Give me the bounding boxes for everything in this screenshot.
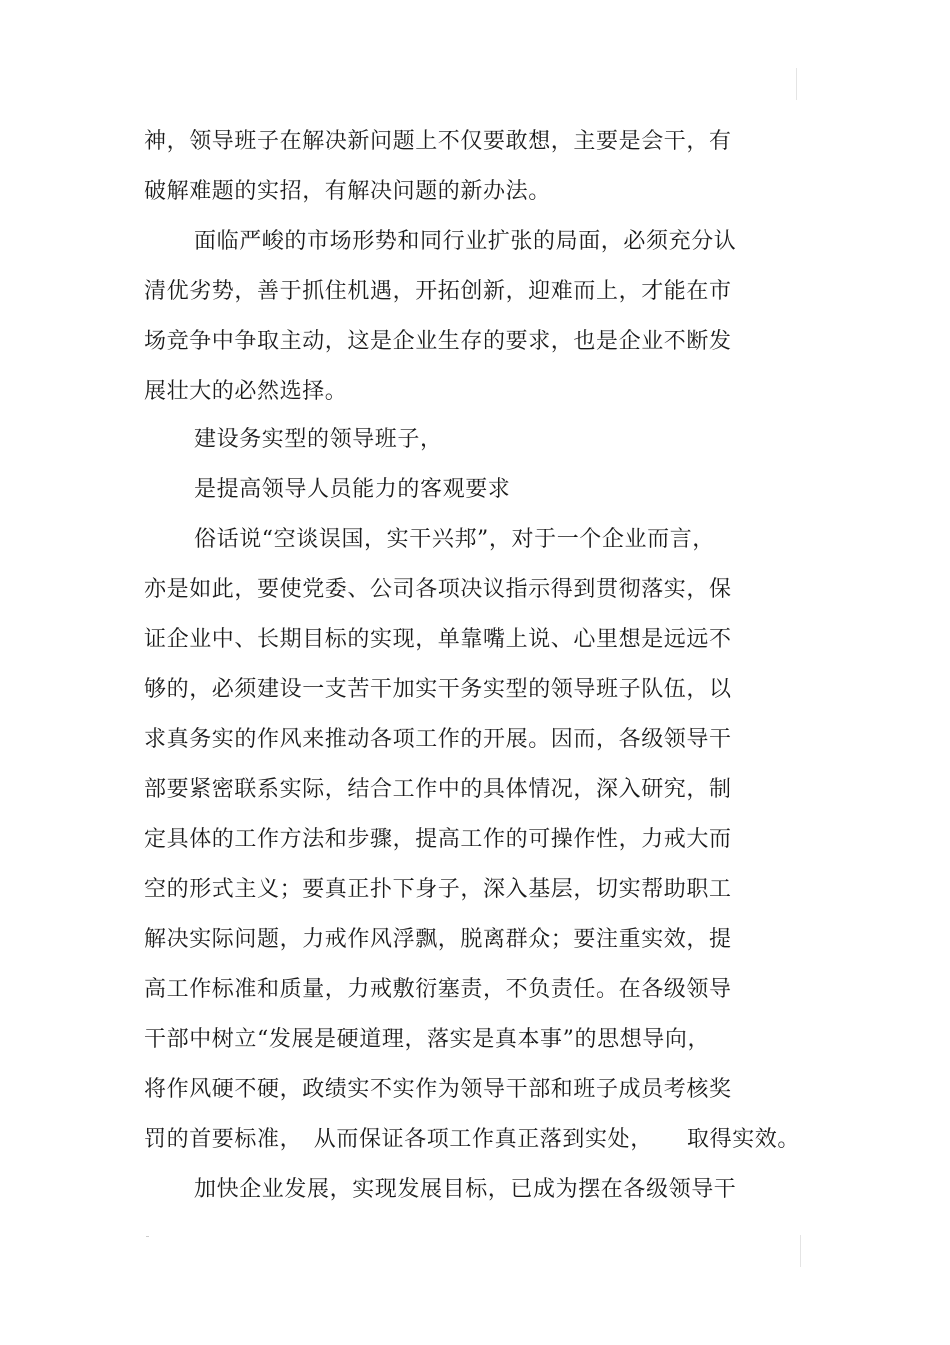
text-line: 干部中树立“发展是硬道理，落实是真本事”的思想导向，: [144, 1027, 711, 1052]
text-line: 清优劣势，善于抓住机遇，开拓创新，迎难而上，才能在市: [144, 279, 732, 304]
text-line: 展壮大的必然选择。: [144, 379, 348, 404]
section-heading-line: 建设务实型的领导班子，: [194, 427, 443, 452]
text-line: 神，领导班子在解决新问题上不仅要敢想，主要是会干，有: [144, 129, 732, 154]
page-corner-mark-top: [796, 68, 797, 100]
text-line: 破解难题的实招，有解决问题的新办法。: [144, 179, 551, 204]
text-line: 场竞争中争取主动，这是企业生存的要求，也是企业不断发: [144, 329, 732, 354]
text-line: 高工作标准和质量，力戒敷衍塞责，不负责任。在各级领导: [144, 977, 732, 1002]
paragraph-first-line: 加快企业发展，实现发展目标，已成为摆在各级领导干: [194, 1177, 737, 1202]
paragraph-first-line: 俗话说“空谈误国，实干兴邦”，对于一个企业而言，: [194, 527, 715, 552]
paragraph-first-line: 面临严峻的市场形势和同行业扩张的局面，必须充分认: [194, 229, 737, 254]
text-line: 够的，必须建设一支苦干加实干务实型的领导班子队伍，以: [144, 677, 732, 702]
section-heading-line: 是提高领导人员能力的客观要求: [194, 477, 511, 502]
text-line: 罚的首要标准， 从而保证各项工作真正落到实处， 取得实效。: [144, 1127, 801, 1152]
text-line: 证企业中、长期目标的实现，单靠嘴上说、心里想是远远不: [144, 627, 732, 652]
text-line: 亦是如此，要使党委、公司各项决议指示得到贯彻落实，保: [144, 577, 732, 602]
text-line: 求真务实的作风来推动各项工作的开展。因而，各级领导干: [144, 727, 732, 752]
text-line: 将作风硬不硬，政绩实不实作为领导干部和班子成员考核奖: [144, 1077, 732, 1102]
text-line: 定具体的工作方法和步骤，提高工作的可操作性，力戒大而: [144, 827, 732, 852]
text-line: 解决实际问题，力戒作风浮飘，脱离群众；要注重实效，提: [144, 927, 732, 952]
page-corner-mark-bottom: [800, 1235, 801, 1267]
page-corner-mark-bottom-left: [146, 1236, 149, 1237]
text-line: 空的形式主义；要真正扑下身子，深入基层，切实帮助职工: [144, 877, 732, 902]
text-line: 部要紧密联系实际，结合工作中的具体情况，深入研究，制: [144, 777, 732, 802]
